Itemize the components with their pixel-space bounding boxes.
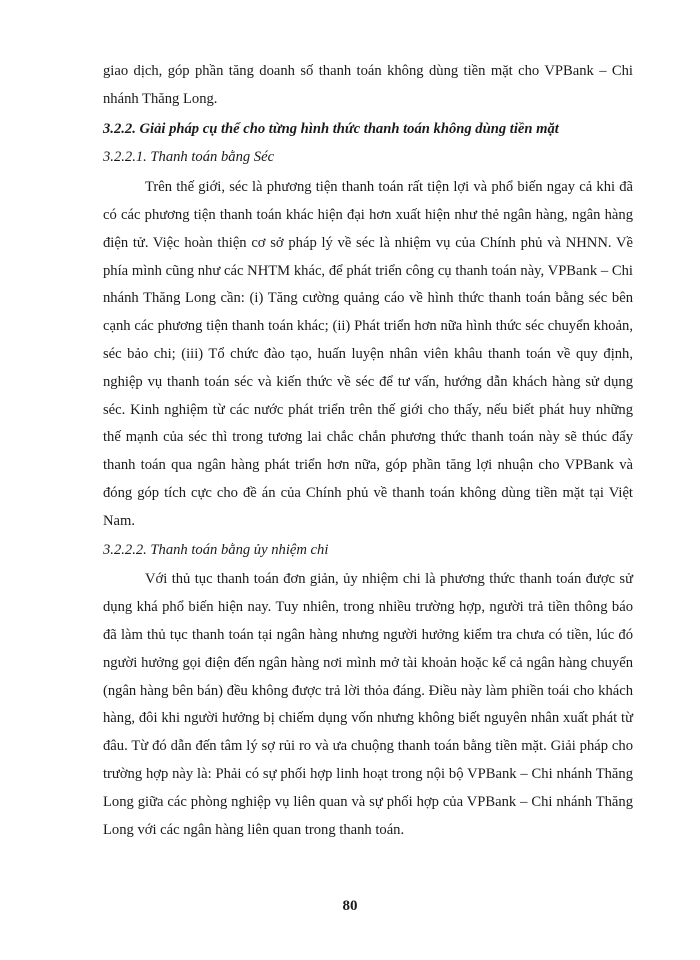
subsection-body-payment-order: Với thủ tục thanh toán đơn giản, ủy nhiệm chi là phương thức thanh toán được sử dụng khá phổ biến hiện nay. Tuy nhiên, trong nhiều trường hợp, người trả tiền thông báo đã làm thủ tục thanh toán tại ngân hàng nhưng người hưởng kiểm tra chưa có tiền, lúc đó người hưởng gọi điện đến ngân hàng nơi mình mở tài khoản hoặc kể cả ngân hàng chuyển (ngân hàng bên bán) đều không được trả lời thỏa đáng. Điều này làm phiền toái cho khách hàng, đôi khi người hưởng bị chiếm dụng vốn nhưng không biết nguyên nhân xuất phát từ đâu. Từ đó dẫn đến tâm lý sợ rủi ro và ưa chuộng thanh toán bằng tiền mặt. Giải pháp cho trường hợp này là: Phải có sự phối hợp linh hoạt trong nội bộ VPBank – Chi nhánh Thăng Long giữa các phòng nghiệp vụ liên quan và sự phối hợp của VPBank – Chi nhánh Thăng Long với các ngân hàng liên quan trong thanh toán. bbox=[103, 571, 633, 838]
subsection-body-cheque: Trên thế giới, séc là phương tiện thanh toán rất tiện lợi và phổ biến ngay cả khi đã có các phương tiện thanh toán khác hiện đại hơn xuất hiện như thẻ ngân hàng, ngân hàng điện tử. Việc hoàn thiện cơ sở pháp lý về séc là nhiệm vụ của Chính phủ và NHNN. Về phía mình cũng như các NHTM khác, để phát triển công cụ thanh toán này, VPBank – Chi nhánh Thăng Long cần: (i) Tăng cường quảng cáo về hình thức thanh toán bằng séc bên cạnh các phương tiện thanh toán khác; (ii) Phát triển hơn nữa hình thức séc chuyển khoản, séc bảo chi; (iii) Tổ chức đào tạo, huấn luyện nhân viên khâu thanh toán về quy định, nghiệp vụ thanh toán séc và kiến thức về séc để tư vấn, hướng dẫn khách hàng sử dụng séc. Kinh nghiệm từ các nước phát triển trên thế giới cho thấy, nếu biết phát huy những thế mạnh của séc thì trong tương lai chắc chắn phương thức thanh toán này sẽ thúc đẩy thanh toán qua ngân hàng phát triển hơn nữa, góp phần tăng lợi nhuận cho VPBank và đóng góp tích cực cho đề án của Chính phủ về thanh toán không dùng tiền mặt tại Việt Nam. bbox=[103, 179, 633, 529]
section-heading: 3.2.2. Giải pháp cụ thể cho từng hình thức thanh toán không dùng tiền mặt bbox=[103, 120, 559, 137]
subsection-title-cheque: 3.2.2.1. Thanh toán bằng Séc bbox=[103, 149, 275, 166]
intro-paragraph: giao dịch, góp phần tăng doanh số thanh toán không dùng tiền mặt cho VPBank – Chi nhánh Thăng Long. bbox=[103, 63, 633, 107]
document-page bbox=[103, 58, 633, 844]
page-number: 80 bbox=[342, 898, 358, 914]
subsection-title-payment-order: 3.2.2.2. Thanh toán bằng ủy nhiệm chi bbox=[103, 541, 329, 558]
